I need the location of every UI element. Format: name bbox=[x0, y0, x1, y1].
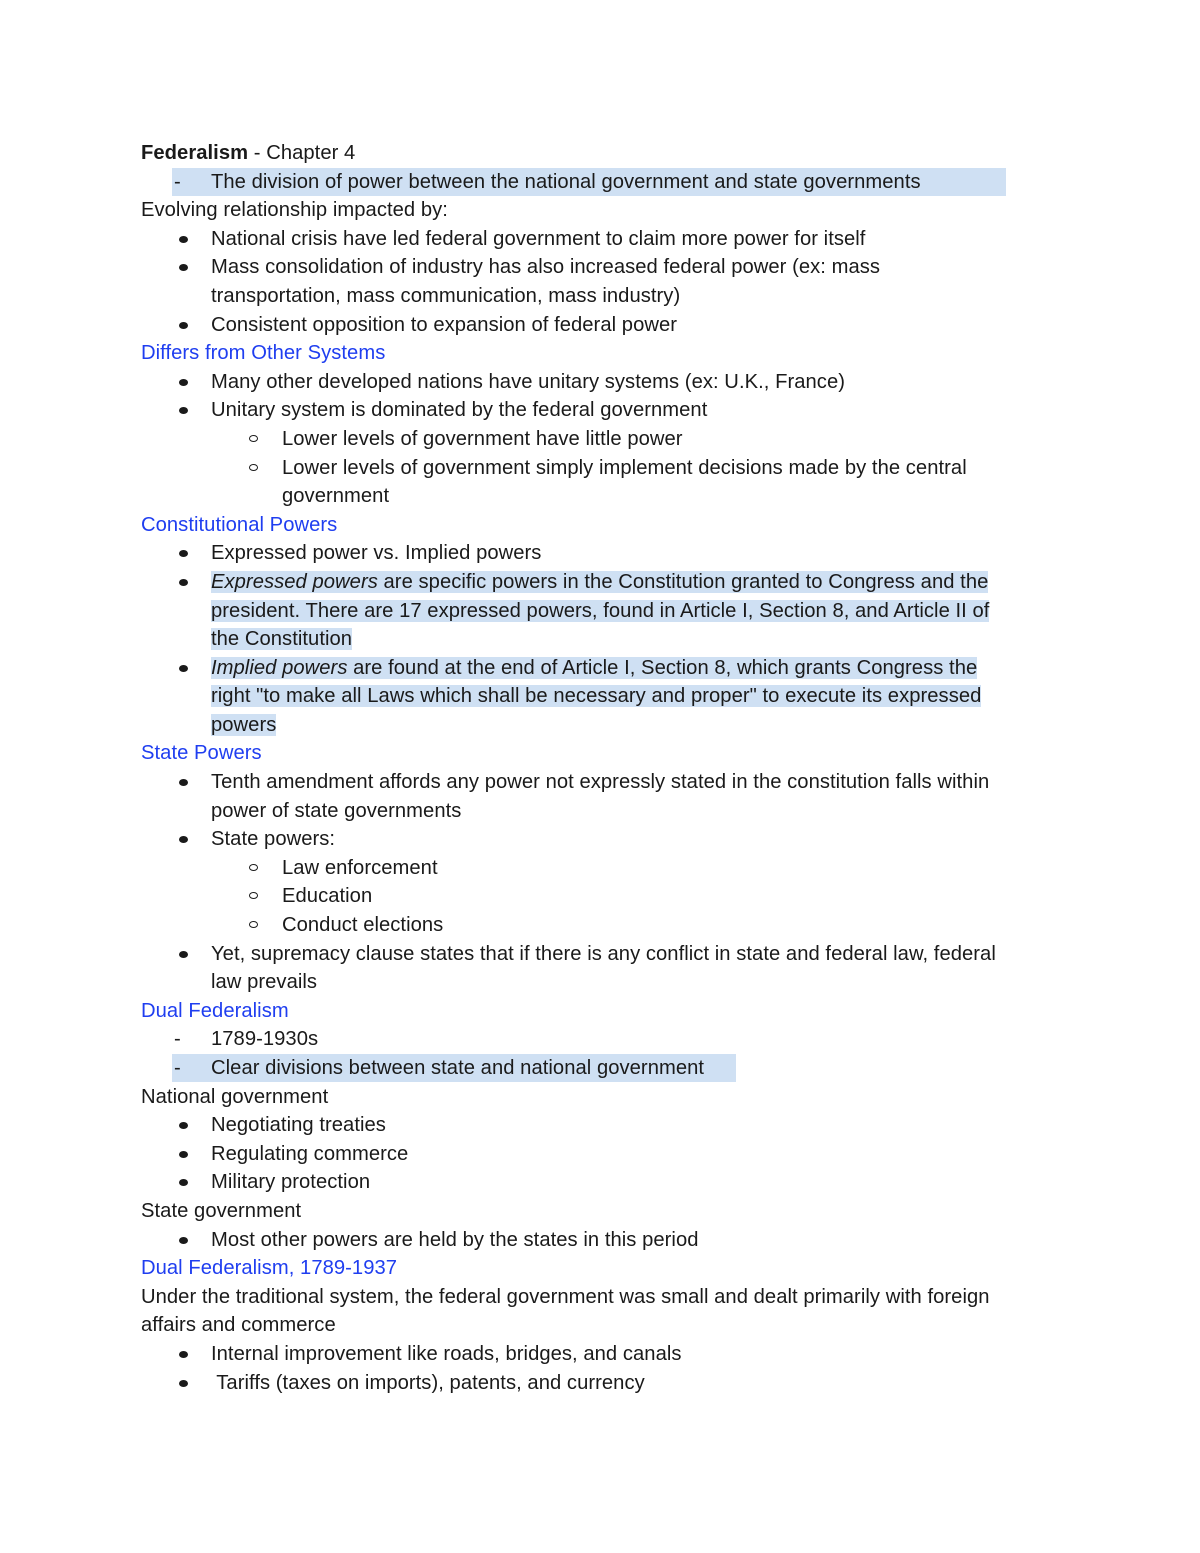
bullet-icon bbox=[179, 836, 188, 843]
section-heading-differs: Differs from Other Systems bbox=[141, 342, 386, 365]
sub-list-item-text: Lower levels of government simply implement decisions made by the central bbox=[282, 456, 967, 479]
list-item-text: Expressed power vs. Implied powers bbox=[211, 542, 542, 565]
bullet-icon bbox=[179, 951, 188, 958]
highlighted-text: the Constitution bbox=[211, 628, 353, 651]
list-item bbox=[141, 1340, 1061, 1369]
sub-list-item bbox=[141, 911, 1061, 940]
list-item bbox=[141, 1226, 1061, 1255]
list-item-continuation bbox=[141, 625, 1061, 654]
list-item bbox=[141, 396, 1061, 425]
section-heading-dual-1789-1937: Dual Federalism, 1789-1937 bbox=[141, 1257, 398, 1280]
list-item-text: Many other developed nations have unitary systems (ex: U.K., France) bbox=[211, 370, 845, 393]
dash-marker: - bbox=[174, 1057, 181, 1079]
list-item-text: Mass consolidation of industry has also increased federal power (ex: mass bbox=[211, 256, 881, 279]
list-item bbox=[141, 1369, 1061, 1398]
list-item-continuation: law prevails bbox=[211, 971, 318, 994]
highlighted-text: right "to make all Laws which shall be necessary and proper" to execute its expressed bbox=[211, 685, 982, 708]
sub-list-item bbox=[141, 854, 1061, 883]
list-item-text: Military protection bbox=[211, 1171, 371, 1194]
list-item-continuation: transportation, mass communication, mass industry) bbox=[211, 284, 681, 307]
bullet-icon bbox=[179, 1351, 188, 1358]
list-item-continuation bbox=[141, 597, 1061, 626]
dash-marker: - bbox=[174, 170, 181, 193]
list-item-text: Negotiating treaties bbox=[211, 1114, 386, 1137]
list-item bbox=[141, 825, 1061, 854]
section-heading-dual: Dual Federalism bbox=[141, 999, 289, 1022]
dash-item-text: 1789-1930s bbox=[211, 1028, 319, 1051]
sub-list-item bbox=[141, 882, 1061, 911]
hollow-bullet-icon bbox=[249, 864, 258, 871]
italic-term: Expressed powers bbox=[211, 570, 378, 593]
list-item-continuation bbox=[141, 682, 1061, 711]
bullet-icon bbox=[179, 550, 188, 557]
hollow-bullet-icon bbox=[249, 464, 258, 471]
bullet-icon bbox=[179, 579, 188, 586]
list-item-text: are specific powers in the Constitution granted to Congress and the bbox=[377, 570, 989, 593]
hollow-bullet-icon bbox=[249, 892, 258, 899]
national-label: National government bbox=[141, 1085, 329, 1108]
bullet-icon bbox=[179, 1237, 188, 1244]
hollow-bullet-icon bbox=[249, 435, 258, 442]
doc-title-bold: Federalism bbox=[141, 142, 249, 164]
list-item-text: Internal improvement like roads, bridges, and canals bbox=[211, 1342, 682, 1365]
sub-list-item bbox=[141, 454, 1061, 483]
bullet-icon bbox=[179, 379, 188, 386]
italic-term: Implied powers bbox=[211, 656, 348, 679]
bullet-icon bbox=[179, 779, 188, 786]
list-item-text: Tenth amendment affords any power not expressly stated in the constitution falls within bbox=[211, 771, 990, 794]
list-item-continuation: power of state governments bbox=[211, 799, 462, 822]
bullet-icon bbox=[179, 1179, 188, 1186]
sub-list-item-text: Education bbox=[282, 885, 373, 908]
bullet-icon bbox=[179, 1151, 188, 1158]
highlighted-text: president bbox=[211, 599, 295, 622]
dash-item-text: Clear divisions between state and national government bbox=[211, 1057, 705, 1079]
list-item bbox=[141, 654, 1061, 683]
section-heading-state: State Powers bbox=[141, 742, 262, 765]
list-item bbox=[141, 768, 1061, 797]
dash-item bbox=[141, 1025, 1061, 1054]
sub-list-item-continuation: government bbox=[282, 485, 390, 508]
list-item-text: Yet, supremacy clause states that if there is any conflict in state and federal law, federal bbox=[211, 942, 996, 965]
list-item bbox=[141, 940, 1061, 969]
document-page bbox=[141, 139, 1061, 1397]
sub-list-item-text: Lower levels of government have little power bbox=[282, 427, 683, 450]
list-item-continuation bbox=[141, 711, 1061, 740]
list-item-text: Regulating commerce bbox=[211, 1142, 409, 1165]
bullet-icon bbox=[179, 1380, 188, 1387]
list-item bbox=[141, 225, 1061, 254]
dash-item bbox=[141, 1054, 1061, 1083]
bullet-icon bbox=[179, 322, 188, 329]
highlighted-text: . There are 17 expressed powers, found in Article I, Section 8, and Article II of bbox=[294, 599, 990, 622]
list-item bbox=[141, 311, 1061, 340]
list-item bbox=[141, 253, 1061, 282]
sub-list-item bbox=[141, 425, 1061, 454]
sub-list-item-text: Conduct elections bbox=[282, 914, 444, 937]
list-item-text: Most other powers are held by the states in this period bbox=[211, 1228, 699, 1251]
list-item bbox=[141, 1140, 1061, 1169]
highlighted-text: powers bbox=[211, 713, 277, 736]
bullet-icon bbox=[179, 1122, 188, 1129]
paragraph-line: affairs and commerce bbox=[141, 1314, 336, 1337]
definition-line bbox=[141, 168, 1061, 197]
hollow-bullet-icon bbox=[249, 921, 258, 928]
paragraph-line: Under the traditional system, the federal government was small and dealt primarily with foreign bbox=[141, 1285, 990, 1308]
bullet-icon bbox=[179, 236, 188, 243]
state-gov-label: State government bbox=[141, 1199, 302, 1222]
list-item-text: National crisis have led federal government to claim more power for itself bbox=[211, 227, 866, 250]
doc-title-rest: - Chapter 4 bbox=[248, 142, 356, 164]
bullet-icon bbox=[179, 665, 188, 672]
list-item bbox=[141, 1111, 1061, 1140]
definition-text: The division of power between the national government and state governments bbox=[211, 170, 921, 193]
highlighted-text: , which grants Congress the bbox=[725, 656, 978, 679]
dash-marker: - bbox=[174, 1028, 181, 1051]
evolving-label: Evolving relationship impacted by: bbox=[141, 199, 448, 222]
bullet-icon bbox=[179, 407, 188, 414]
section-heading-constitutional: Constitutional Powers bbox=[141, 513, 338, 536]
list-item bbox=[141, 1168, 1061, 1197]
list-item-text: State powers: bbox=[211, 828, 336, 851]
list-item-text: Consistent opposition to expansion of federal power bbox=[211, 313, 678, 336]
bullet-icon bbox=[179, 264, 188, 271]
list-item bbox=[141, 368, 1061, 397]
sub-list-item-text: Law enforcement bbox=[282, 856, 438, 879]
list-item bbox=[141, 539, 1061, 568]
list-item-text: are found at the end of Article I, Section 8 bbox=[347, 656, 726, 679]
list-item bbox=[141, 568, 1061, 597]
list-item-text: Unitary system is dominated by the federal government bbox=[211, 399, 708, 422]
doc-title bbox=[141, 139, 1061, 168]
list-item-text: Tariffs (taxes on imports), patents, and currency bbox=[211, 1371, 645, 1394]
